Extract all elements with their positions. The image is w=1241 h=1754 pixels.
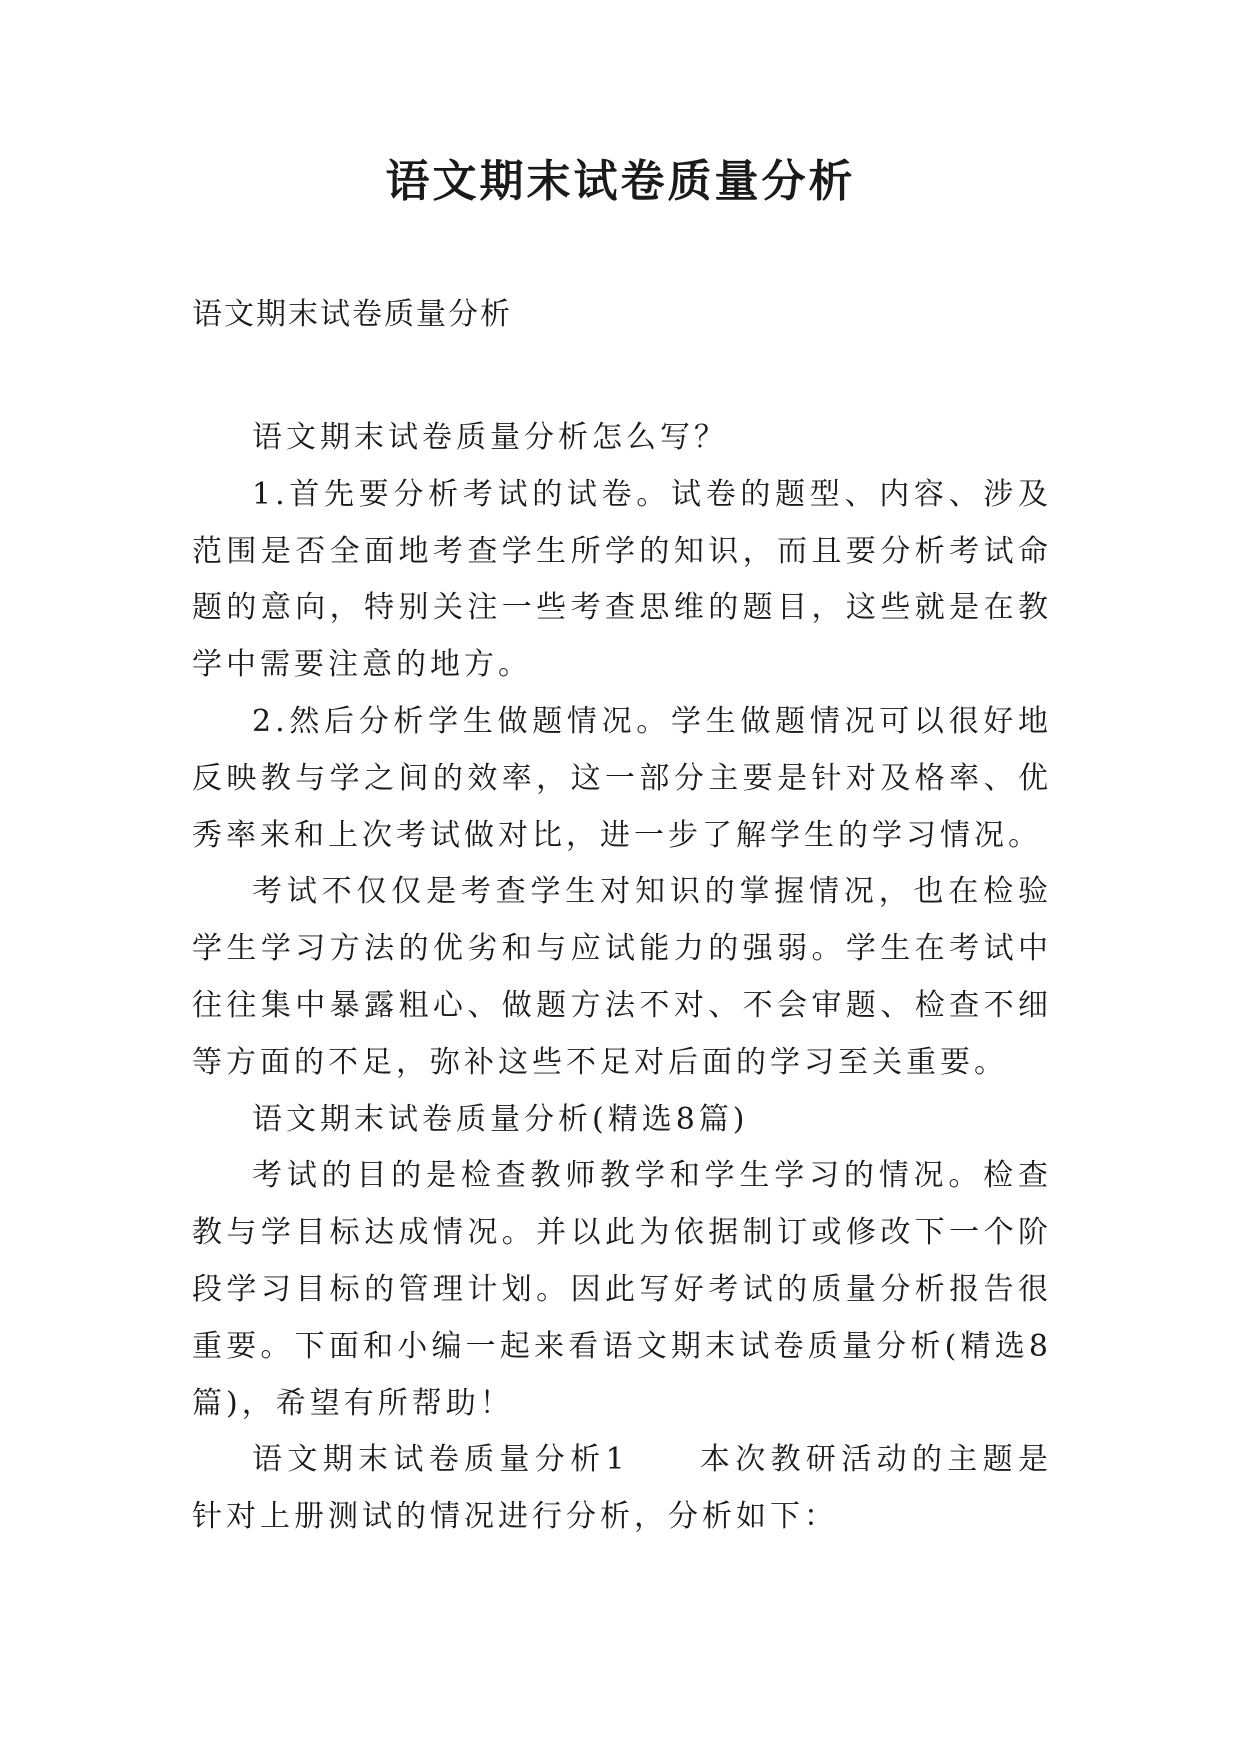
analysis-1-text: 本次教研活动的主题是针对上册测试的情况进行分析，分析如下： [192, 1442, 1052, 1535]
paragraph-point-1: 1.首先要分析考试的试卷。试卷的题型、内容、涉及范围是否全面地考查学生所学的知识，而且要分析考试命题的意向，特别关注一些考查思维的题目，这些就是在教学中需要注意的地方。 [192, 476, 1052, 683]
paragraph-collection-heading: 语文期末试卷质量分析(精选8篇) [252, 1101, 749, 1137]
paragraph-point-2: 2.然后分析学生做题情况。学生做题情况可以很好地反映教与学之间的效率，这一部分主要是针对及格率、优秀率来和上次考试做对比，进一步了解学生的学习情况。 [192, 703, 1052, 853]
paragraph-question: 语文期末试卷质量分析怎么写？ [252, 420, 728, 455]
paragraph-exam-purpose: 考试不仅仅是考查学生对知识的掌握情况，也在检验学生学习方法的优劣和与应试能力的强弱。学生在考试中往往集中暴露粗心、做题方法不对、不会审题、检查不细等方面的不足，弥补这些不足对后面的学习至关重要。 [192, 874, 1052, 1080]
document-subtitle: 语文期末试卷质量分析 [192, 297, 512, 332]
document-title: 语文期末试卷质量分析 [385, 156, 856, 207]
document-body [192, 410, 1052, 1546]
paragraph-analysis-1 [192, 1432, 1052, 1546]
paragraph-intro: 考试的目的是检查教师教学和学生学习的情况。检查教与学目标达成情况。并以此为依据制订或修改下一个阶段学习目标的管理计划。因此写好考试的质量分析报告很重要。下面和小编一起来看语文期末试卷质量分析(精选8篇)，希望有所帮助！ [192, 1158, 1052, 1421]
analysis-1-heading: 语文期末试卷质量分析1 [252, 1442, 629, 1478]
